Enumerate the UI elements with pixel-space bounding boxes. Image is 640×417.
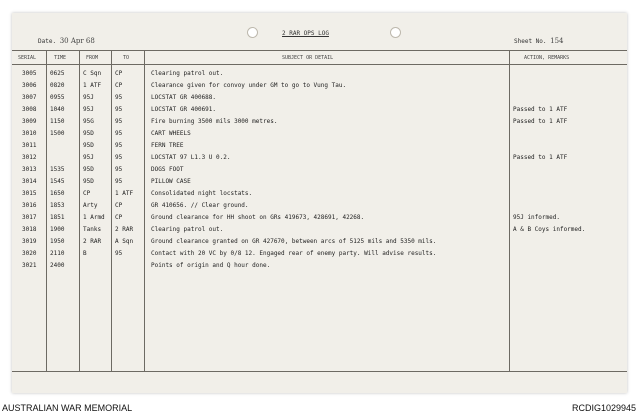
table-row [12,68,627,80]
cell-serial: 3014 [22,178,37,185]
cell-to: 95 [115,130,123,137]
cell-action: A & B Coys informed. [513,226,586,233]
cell-serial: 3011 [22,142,37,149]
cell-serial: 3017 [22,214,37,221]
sheet-value: 154 [550,37,564,45]
table-row [12,176,627,188]
date-label: Date. [38,38,57,45]
cell-from: 1 ATF [83,82,102,89]
table-row [12,164,627,176]
archive-reference: RCDIG1029945 [571,403,636,413]
cell-to: 95 [115,178,123,185]
cell-subject: LOCSTAT GR 400691. [151,106,217,113]
cell-to: 95 [115,154,123,161]
cell-time: 0625 [50,70,65,77]
cell-from: 95D [83,130,94,137]
table-row [12,140,627,152]
cell-from: CP [83,190,91,197]
cell-time: 1500 [50,130,65,137]
table-row [12,212,627,224]
cell-from: 95J [83,154,94,161]
cell-time: 1853 [50,202,65,209]
archive-credit: AUSTRALIAN WAR MEMORIAL [2,403,133,413]
cell-from: 1 Armd [83,214,105,221]
cell-action: Passed to 1 ATF [513,106,568,113]
cell-subject: Ground clearance for HH shoot on GRs 419673, 428691, 42268. [151,214,365,221]
sheet-label: Sheet No. [514,38,547,45]
cell-to: 95 [115,166,123,173]
cell-from: 95G [83,118,94,125]
cell-from: 95J [83,94,94,101]
cell-to: 95 [115,142,123,149]
cell-to: CP [115,214,123,221]
cell-serial: 3015 [22,190,37,197]
cell-serial: 3020 [22,250,37,257]
cell-action: Passed to 1 ATF [513,154,568,161]
cell-serial: 3013 [22,166,37,173]
table-row [12,224,627,236]
column-header-time: TIME [54,55,67,61]
cell-to: 1 ATF [115,190,134,197]
header-bottom-rule [12,64,627,65]
column-header-to: TO [123,55,130,61]
cell-subject: Clearing patrol out. [151,226,224,233]
cell-time: 1040 [50,106,65,113]
cell-subject: PILLOW CASE [151,178,191,185]
cell-from: B [83,250,87,257]
cell-subject: Ground clearance granted on GR 427670, between arcs of 5125 mils and 5350 mils. [151,238,437,245]
cell-subject: LOCSTAT GR 400688. [151,94,217,101]
cell-subject: DOGS FOOT [151,166,184,173]
date-value: 30 Apr 68 [59,37,95,45]
cell-to: 95 [115,106,123,113]
cell-subject: GR 410656. // Clear ground. [151,202,249,209]
cell-serial: 3006 [22,82,37,89]
cell-time: 1851 [50,214,65,221]
cell-from: 95D [83,142,94,149]
cell-from: 95D [83,178,94,185]
cell-serial: 3012 [22,154,37,161]
table-row [12,92,627,104]
cell-serial: 3018 [22,226,37,233]
cell-subject: Consolidated night locstats. [151,190,253,197]
cell-to: 95 [115,250,123,257]
cell-from: C Sqn [83,70,102,77]
table-row [12,104,627,116]
cell-subject: FERN TREE [151,142,184,149]
log-sheet [12,13,627,393]
table-row [12,128,627,140]
cell-serial: 3016 [22,202,37,209]
cell-time: 2400 [50,262,65,269]
table-row [12,116,627,128]
ops-log-table [12,13,627,393]
table-top-rule [12,50,627,51]
cell-subject: Contact with 20 VC by 0/8 12. Engaged rear of enemy party. Will advise results. [151,250,437,257]
cell-time: 1150 [50,118,65,125]
cell-to: CP [115,82,123,89]
column-header-from: FROM [86,55,99,61]
cell-time: 1535 [50,166,65,173]
cell-to: 2 RAR [115,226,134,233]
cell-to: A Sqn [115,238,134,245]
cell-serial: 3007 [22,94,37,101]
cell-subject: Fire burning 3500 mils 3000 metres. [151,118,278,125]
table-row [12,152,627,164]
cell-subject: Clearing patrol out. [151,70,224,77]
cell-subject: CART WHEELS [151,130,191,137]
cell-from: Tanks [83,226,102,233]
table-row [12,248,627,260]
cell-action: Passed to 1 ATF [513,118,568,125]
cell-subject: LOCSTAT 97 L1.3 U 0.2. [151,154,231,161]
cell-action: 95J informed. [513,214,560,221]
cell-time: 1545 [50,178,65,185]
cell-time: 0955 [50,94,65,101]
table-row [12,188,627,200]
cell-subject: Points of origin and Q hour done. [151,262,271,269]
cell-serial: 3008 [22,106,37,113]
column-header-serial: SERIAL [18,55,37,61]
cell-from: 95D [83,166,94,173]
table-row [12,236,627,248]
cell-time: 1950 [50,238,65,245]
log-title: 2 RAR OPS LOG [282,30,329,37]
cell-to: CP [115,202,123,209]
cell-to: 95 [115,94,123,101]
cell-time: 1650 [50,190,65,197]
cell-serial: 3021 [22,262,37,269]
table-bottom-rule [12,371,627,372]
cell-from: Arty [83,202,98,209]
cell-time: 2110 [50,250,65,257]
column-header-subject: SUBJECT OR DETAIL [282,55,334,61]
cell-time: 0820 [50,82,65,89]
cell-time: 1900 [50,226,65,233]
cell-to: 95 [115,118,123,125]
cell-from: 95J [83,106,94,113]
cell-serial: 3010 [22,130,37,137]
cell-from: 2 RAR [83,238,102,245]
column-header-action: ACTION, REMARKS [524,55,570,61]
cell-subject: Clearance given for convoy under GM to go to Vung Tau. [151,82,347,89]
cell-serial: 3005 [22,70,37,77]
cell-to: CP [115,70,123,77]
table-row [12,200,627,212]
cell-serial: 3019 [22,238,37,245]
table-row [12,260,627,272]
table-row [12,80,627,92]
cell-serial: 3009 [22,118,37,125]
